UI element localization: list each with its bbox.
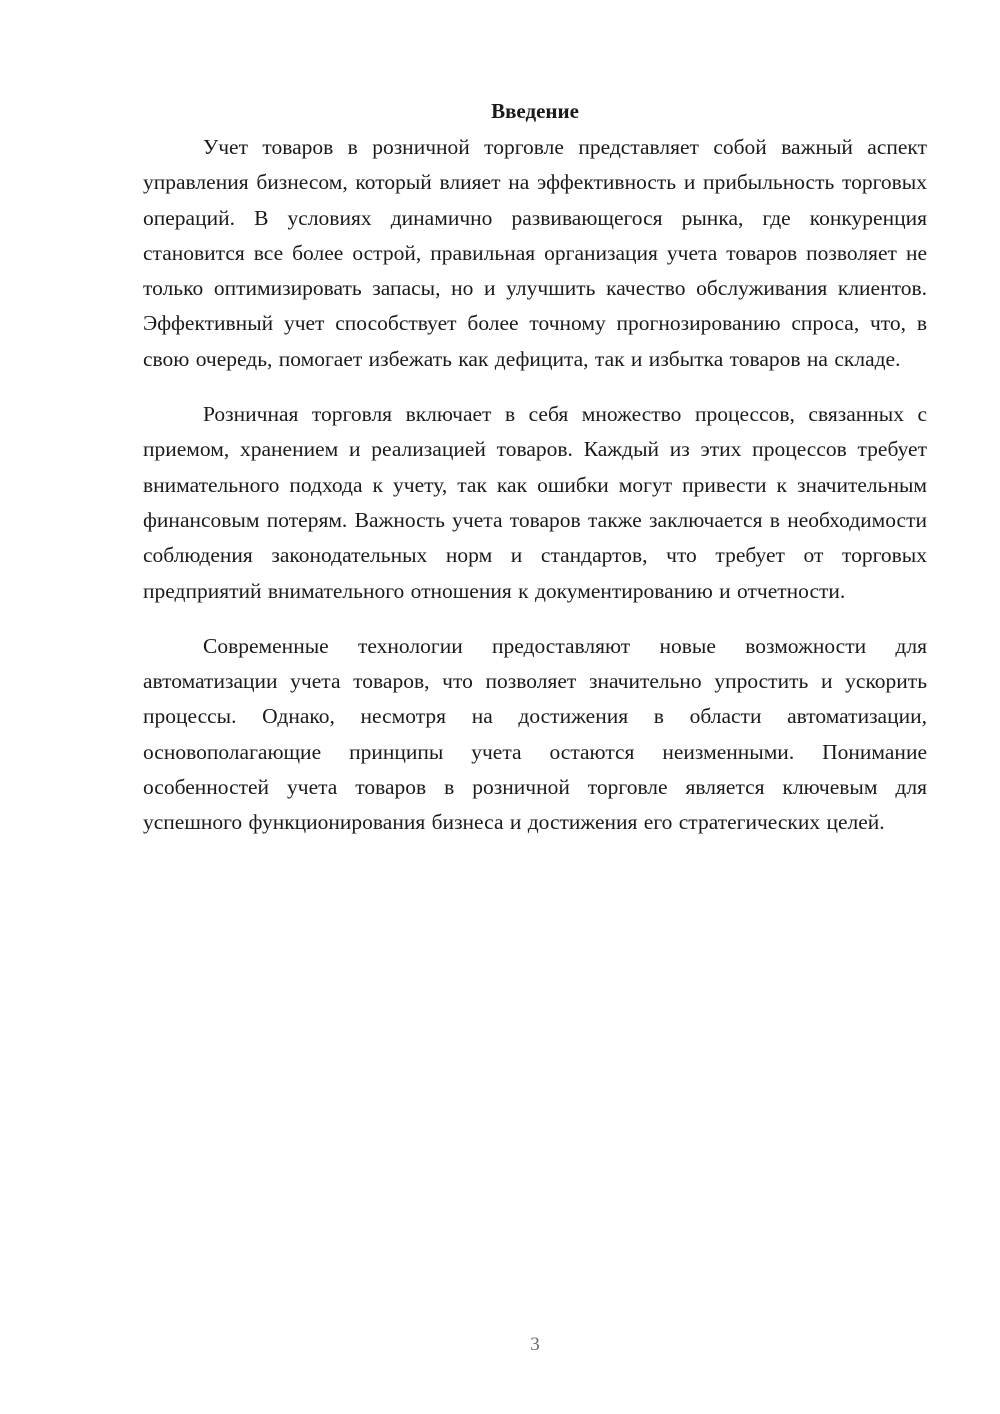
page-content: [143, 96, 927, 861]
section-title: Введение: [491, 99, 579, 123]
paragraph-2: Розничная торговля включает в себя множество процессов, связанных с приемом, хранением и реализацией товаров. Каждый из этих процессов требует внимательного подхода к учету, так как ошибки могут привести к значительным финансовым потерям. Важность учета товаров также заключается в необходимости соблюдения законодательных норм и стандартов, что требует от торговых предприятий внимательного отношения к документированию и отчетности.: [143, 402, 927, 603]
page-number: 3: [530, 1334, 540, 1355]
paragraph-1: Учет товаров в розничной торговле представляет собой важный аспект управления бизнесом, который влияет на эффективность и прибыльность торговых операций. В условиях динамично развивающегося рынка, где конкуренция становится все более острой, правильная организация учета товаров позволяет не только оптимизировать запасы, но и улучшить качество обслуживания клиентов. Эффективный учет способствует более точному прогнозированию спроса, что, в свою очередь, помогает избежать как дефицита, так и избытка товаров на складе.: [143, 135, 927, 371]
paragraph-3: Современные технологии предоставляют новые возможности для автоматизации учета товаров, что позволяет значительно упростить и ускорить процессы. Однако, несмотря на достижения в области автоматизации, основополагающие принципы учета остаются неизменными. Понимание особенностей учета товаров в розничной торговле является ключевым для успешного функционирования бизнеса и достижения его стратегических целей.: [143, 633, 927, 835]
